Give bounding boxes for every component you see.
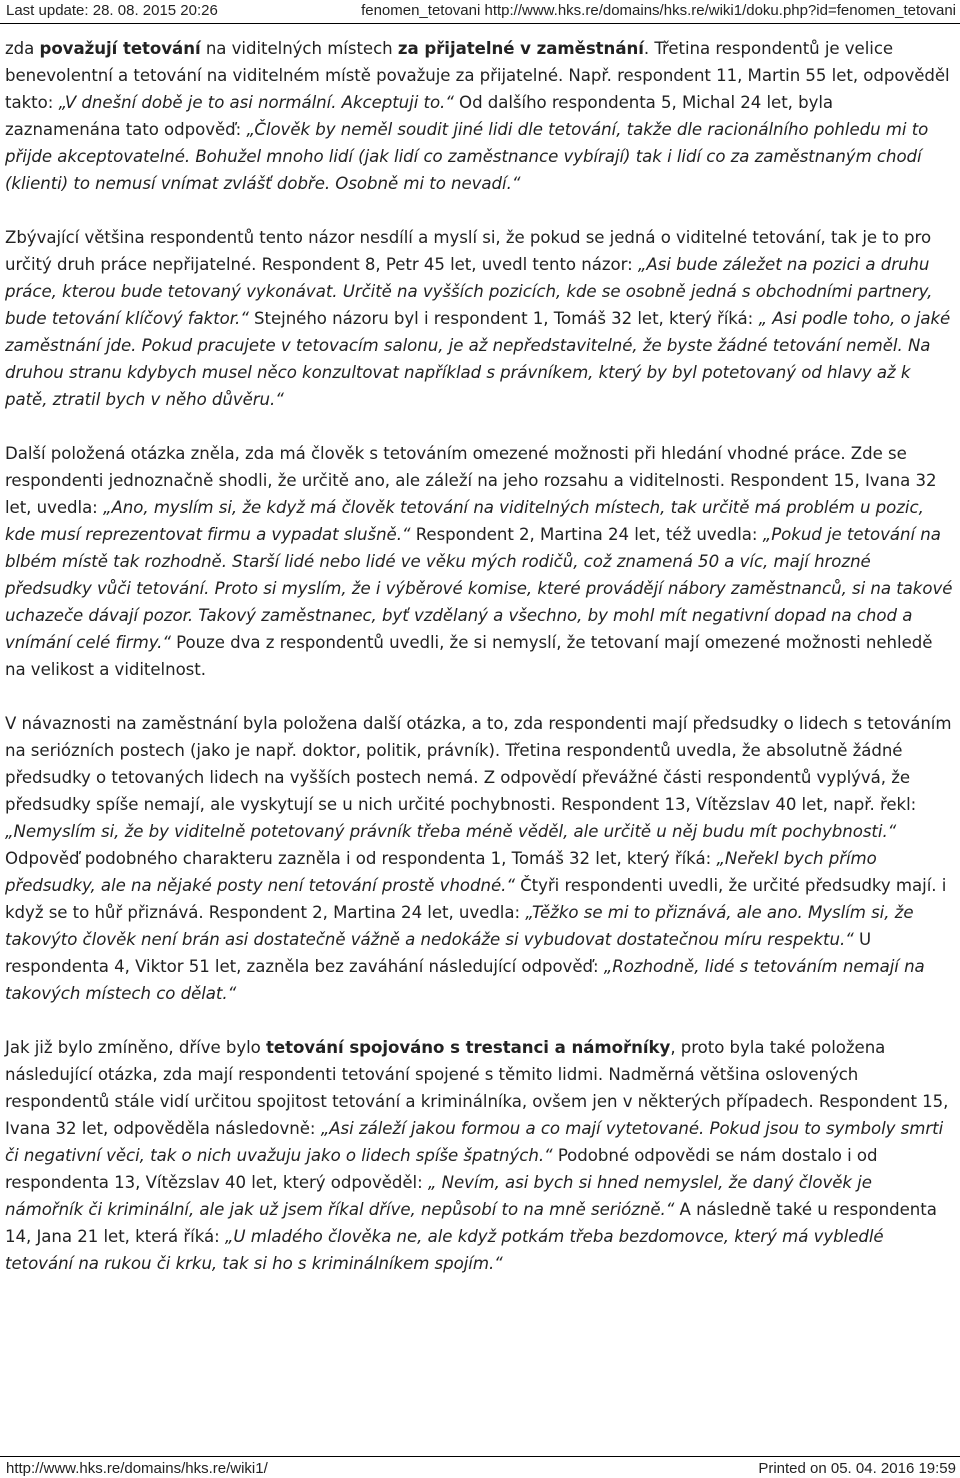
bold-text: považují tetování xyxy=(39,39,201,58)
body-text: Jak již bylo zmíněno, dříve bylo xyxy=(5,1038,266,1057)
body-text: Pouze dva z respondentů uvedli, že si nemyslí, že tetovaní mají omezené možnosti nehledě na velikost a viditelnost. xyxy=(5,633,933,679)
body-text: U respondenta 4, Viktor 51 let, zazněla bez zaváhání následující odpověď: xyxy=(5,930,872,976)
paragraph-4 xyxy=(5,710,953,1007)
body-text: Od dalšího respondenta 5, Michal 24 let, byla zaznamenána tato odpověď: xyxy=(5,93,834,139)
body-text: Stejného názoru byl i respondent 1, Tomáš 32 let, který říká: xyxy=(248,309,759,328)
body-text: Odpověď podobného charakteru zazněla i od respondenta 1, Tomáš 32 let, který říká: xyxy=(5,849,717,868)
quote-text: „ Nevím, asi bych si hned nemyslel, že daný člověk je námořník či kriminální, ale jak už jsem říkal dříve, nepůsobí to na mně seriózně.“ xyxy=(5,1173,872,1219)
article-body xyxy=(5,35,953,1304)
paragraph-2 xyxy=(5,224,953,413)
printed-date-text: Printed on 05. 04. 2016 19:59 xyxy=(758,1460,956,1477)
body-text: na viditelných místech xyxy=(200,39,398,58)
body-text: Podobné odpovědi se nám dostalo i od respondenta 13, Vítězslav 40 let, který odpověděl: xyxy=(5,1146,878,1192)
page-footer xyxy=(0,1459,960,1478)
bold-text: tetování spojováno s trestanci a námořníky xyxy=(265,1038,671,1057)
quote-text: „Nemyslím si, že by viditelně potetovaný právník třeba méně věděl, ale určitě u něj budu mít pochybnosti.“ xyxy=(5,822,897,841)
paragraph-3 xyxy=(5,440,953,683)
paragraph-1 xyxy=(5,35,953,197)
last-update-text: Last update: 28. 08. 2015 20:26 xyxy=(6,2,218,19)
header-divider xyxy=(0,23,960,24)
body-text: . Třetina respondentů je velice benevolentní a tetování na viditelném místě považuje za přijatelné. Např. respondent 11, Martin 55 let, odpověděl takto: xyxy=(5,39,950,112)
body-text: zda xyxy=(5,39,40,58)
quote-text: „Ano, myslím si, že když má člověk tetování na viditelných místech, tak určitě má problém u pozic, kde musí reprezentovat firmu a vypadat slušně.“ xyxy=(5,498,924,544)
quote-text: „U mladého člověka ne, ale když potkám třeba bezdomovce, který má vybledlé tetování na rukou či krku, tak si ho s kriminálníkem spojím.“ xyxy=(5,1227,884,1273)
body-text: A následně také u respondenta 14, Jana 21 let, která říká: xyxy=(5,1200,937,1246)
body-text: Respondent 2, Martina 24 let, též uvedla: xyxy=(410,525,763,544)
quote-text: „ Asi podle toho, o jaké zaměstnání jde. Pokud pracujete v tetovacím salonu, je až nepředstavitelné, že byste žádné tetování neměl. Na druhou stranu kdybych musel něco konzultovat například s právníkem, který by byl potetovaný od hlavy až k patě, ztratil bych v něho důvěru.“ xyxy=(5,309,951,409)
body-text: Zbývající většina respondentů tento názor nesdílí a myslí si, že pokud se jedná o viditelné tetování, tak je to pro určitý druh práce nepřijatelné. Respondent 8, Petr 45 let, uvedl tento názor: xyxy=(5,228,932,274)
quote-text: „Pokud je tetování na blbém místě tak rozhodně. Starší lidé nebo lidé ve věku mých rodičů, což znamená 50 a víc, mají hrozné předsudky vůči tetování. Proto si myslím, že i výběrové komise, které provádějí nábory zaměstnanců, si na takové uchazeče dávají pozor. Takový zaměstnanec, byť vzdělaný a všechno, by mohl mít negativní dopad na chod a vnímání celé firmy.“ xyxy=(5,525,953,652)
bold-text: za přijatelné v zaměstnání xyxy=(397,39,644,58)
footer-divider xyxy=(0,1456,960,1457)
quote-text: „Asi záleží jakou formou a co mají vytetované. Pokud jsou to symboly smrti či negativní věci, tak o nich uvažuju jako o lidech spíše špatných.“ xyxy=(5,1119,944,1165)
quote-text: „V dnešní době je to asi normální. Akceptuji to.“ xyxy=(58,93,454,112)
body-text: V návaznosti na zaměstnání byla položena další otázka, a to, zda respondenti mají předsudky o lidech s tetováním na seriózních postech (jako je např. doktor, politik, právník). Třetina respondentů uvedla, že absolutně žádné předsudky o tetovaných lidech na vyšších postech nemá. Z odpovědí převážné části respondentů vyplývá, že předsudky spíše nemají, ale vyskytují se u nich určité pochybnosti. Respondent 13, Vítězslav 40 let, např. řekl: xyxy=(5,714,952,814)
paragraph-5 xyxy=(5,1034,953,1277)
quote-text: „Rozhodně, lidé s tetováním nemají na takových místech co dělat.“ xyxy=(5,957,925,1003)
page-header xyxy=(0,0,960,22)
body-text: Další položená otázka zněla, zda má člověk s tetováním omezené možnosti při hledání vhodné práce. Zde se respondenti jednoznačně shodli, že určitě ano, ale záleží na jeho rozsahu a viditelnosti. Respondent 15, Ivana 32 let, uvedla: xyxy=(5,444,937,517)
quote-text: „Neřekl bych přímo předsudky, ale na nějaké posty není tetování prostě vhodné.“ xyxy=(5,849,877,895)
body-text: , proto byla také položena následující otázka, zda mají respondenti tetování spojené s těmito lidmi. Nadměrná většina oslovených respondentů stále vidí určitou spojitost tetování a kriminálníka, ovšem jen v některých případech. Respondent 15, Ivana 32 let, odpověděla následovně: xyxy=(5,1038,949,1138)
quote-text: „Člověk by neměl soudit jiné lidi dle tetování, takže dle racionálního pohledu mi to přijde akceptovatelné. Bohužel mnoho lidí (jak lidí co zaměstnance vybírají) tak i lidí co za zaměstnaným chodí (klienti) to nemusí vnímat zvlášť dobře. Osobně mi to nevadí.“ xyxy=(5,120,929,193)
quote-text: „Asi bude záležet na pozici a druhu práce, kterou bude tetovaný vykonávat. Určitě na vyšších pozicích, kde se osobně jedná s obchodními partnery, bude tetování klíčový faktor.“ xyxy=(5,255,933,328)
quote-text: „Těžko se mi to přiznává, ale ano. Myslím si, že takovýto člověk není brán asi dostatečně vážně a nedokáže si vybudovat dostatečnou míru respektu.“ xyxy=(5,903,914,949)
page-reference-link[interactable]: fenomen_tetovani http://www.hks.re/domains/hks.re/wiki1/doku.php?id=fenomen_tetovani xyxy=(361,2,956,19)
body-text: Čtyři respondenti uvedli, že určité předsudky mají. i když se to hůř přiznává. Respondent 2, Martina 24 let, uvedla: xyxy=(5,876,947,922)
footer-url-link[interactable]: http://www.hks.re/domains/hks.re/wiki1/ xyxy=(6,1460,268,1477)
